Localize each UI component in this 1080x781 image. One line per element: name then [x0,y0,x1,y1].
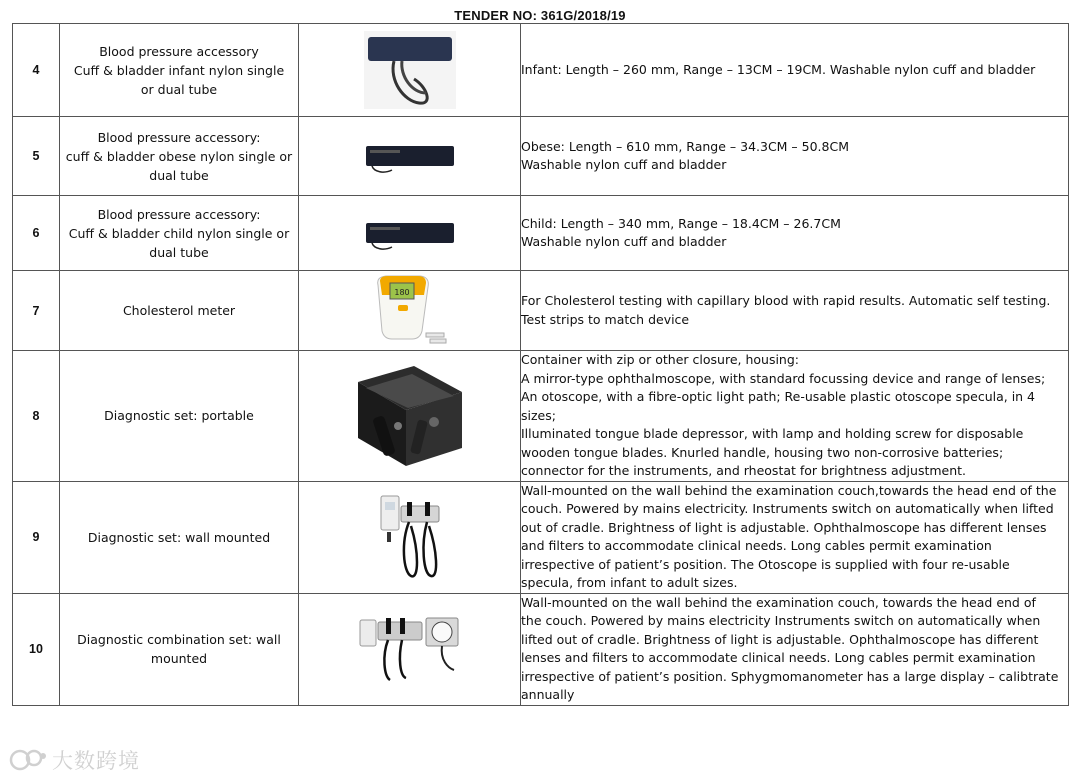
watermark-text: 大数跨境 [52,749,140,773]
item-specification: Container with zip or other closure, housing: A mirror-type ophthalmoscope, with standard focussing device and range of lenses; An otoscope, with a fibre-optic light path; Re-usable plastic otoscope specula, in 4 sizes; Illuminated tongue blade depressor, with lamp and holding screw for disposable wooden tongue blades. Knurled handle, housing two non-corrosive batteries; connector for the instruments, and rheostat for brightness adjustment. [521,351,1069,482]
item-number: 6 [13,196,60,271]
item-description: Diagnostic set: portable [60,351,299,482]
item-specification: Infant: Length – 260 mm, Range – 13CM – 19CM. Washable nylon cuff and bladder [521,24,1069,117]
item-description: Blood pressure accessory Cuff & bladder infant nylon single or dual tube [60,24,299,117]
wall-diagnostic-set-icon [375,492,445,582]
table-row [13,481,1069,593]
table-row [13,351,1069,482]
watermark-logo-icon [8,746,48,774]
svg-text:180: 180 [393,287,410,297]
item-number: 9 [13,481,60,593]
bp-cuff-child-icon [362,213,458,253]
item-number: 4 [13,24,60,117]
item-number: 10 [13,593,60,705]
tender-title: TENDER NO: 361G/2018/19 [454,8,626,23]
table-row [13,24,1069,117]
item-number: 7 [13,271,60,351]
item-number: 5 [13,117,60,196]
item-specification: For Cholesterol testing with capillary blood with rapid results. Automatic self testing. Test strips to match device [521,271,1069,351]
item-description: Diagnostic combination set: wall mounted [60,593,299,705]
table-row [13,196,1069,271]
wall-combination-set-icon [358,614,462,684]
item-description: Diagnostic set: wall mounted [60,481,299,593]
item-specification: Child: Length – 340 mm, Range – 18.4CM – 26.7CM Washable nylon cuff and bladder [521,196,1069,271]
item-description: Blood pressure accessory: cuff & bladder obese nylon single or dual tube [60,117,299,196]
table-row [13,593,1069,705]
tender-table [12,23,1069,706]
item-number: 8 [13,351,60,482]
diagnostic-set-case-icon [354,362,466,470]
table-row [13,271,1069,351]
bp-cuff-infant-icon [364,31,456,109]
watermark [8,745,140,775]
cholesterol-meter-icon [370,273,450,349]
bp-cuff-obese-icon [362,136,458,176]
item-description: Cholesterol meter [60,271,299,351]
item-specification: Wall-mounted on the wall behind the examination couch, towards the head end of the couch. Powered by mains electricity Instruments switch on automatically when lifted out of cradle. Brightness of light is adjustable. Ophthalmoscope has different lenses and filters to accommodate clinical needs. Long cables permit examination irrespective of patient’s position. Sphygmomanometer has a large display – calibtrate annually [521,593,1069,705]
item-specification: Wall-mounted on the wall behind the examination couch,towards the head end of the couch. Powered by mains electricity. Instruments switch on automatically when lifted out of cradle. Brightness of light is adjustable. Ophthalmoscope has different lenses and filters to accommodate clinical needs. Long cables permit examination irrespective of patient’s position. The Otoscope is supplied with four re-usable specula, from infant to adult sizes. [521,481,1069,593]
table-row [13,117,1069,196]
item-specification: Obese: Length – 610 mm, Range – 34.3CM – 50.8CM Washable nylon cuff and bladder [521,117,1069,196]
item-description: Blood pressure accessory: Cuff & bladder child nylon single or dual tube [60,196,299,271]
